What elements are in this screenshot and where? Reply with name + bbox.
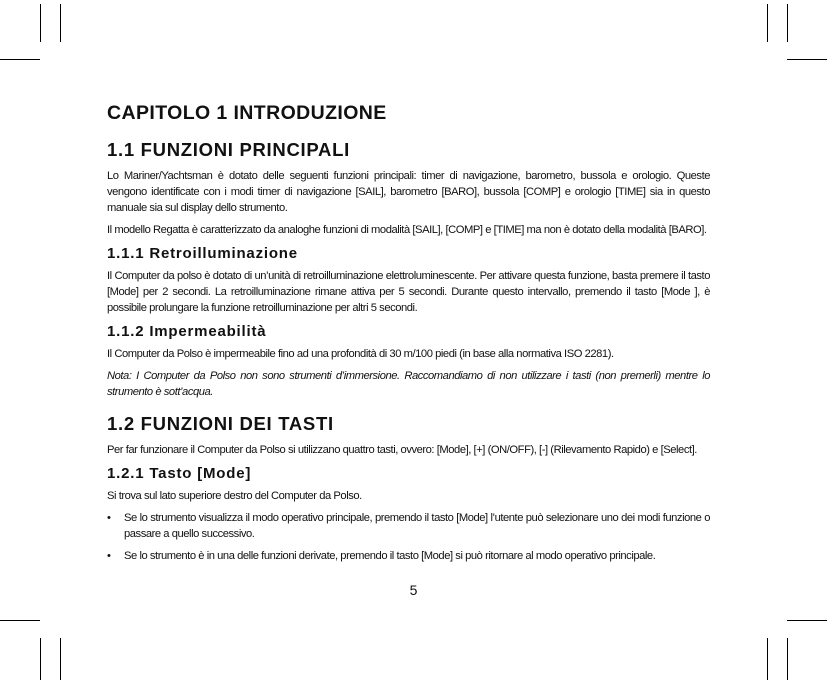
crop-mark [40, 638, 41, 680]
paragraph: Il modello Regatta è caratterizzato da analoghe funzioni di modalità [SAIL], [COMP] e [TIME] ma non è dotato della modalità [BARO]. [107, 224, 707, 236]
bullet-icon: • [107, 550, 111, 562]
crop-mark [767, 4, 768, 42]
crop-mark [0, 620, 40, 621]
crop-mark [0, 59, 40, 60]
list-item-text: Se lo strumento visualizza il modo operativo principale, premendo il tasto [Mode] l’utente può selezionare uno dei modi funzione o passare a quello successivo. [124, 512, 710, 540]
crop-mark [60, 4, 61, 42]
crop-mark [787, 620, 827, 621]
paragraph: Lo Mariner/Yachtsman è dotato delle seguenti funzioni principali: timer di navigazione, barometro, bussola e orologio. Queste vengono identificate con i modi timer di navigazione [SAIL], barometro [BARO], bussola [COMP] e orologio [TIME] sia in questo manuale sia sul display dello strumento. [107, 170, 710, 214]
paragraph: Si trova sul lato superiore destro del Computer da Polso. [107, 490, 362, 502]
chapter-title: CAPITOLO 1 INTRODUZIONE [107, 102, 387, 124]
list-item [107, 548, 710, 564]
section-title-1-2: 1.2 FUNZIONI DEI TASTI [107, 413, 334, 434]
crop-mark [60, 638, 61, 680]
crop-mark [787, 59, 827, 60]
crop-mark [787, 4, 788, 42]
paragraph: Per far funzionare il Computer da Polso si utilizzano quattro tasti, ovvero: [Mode], [+] (ON/OFF), [-] (Rilevamento Rapido) e [Select]. [107, 444, 697, 456]
page-number: 5 [409, 582, 418, 598]
bullet-icon: • [107, 512, 111, 524]
section-title-1-2-1: 1.2.1 Tasto [Mode] [107, 465, 252, 482]
paragraph: Il Computer da Polso è impermeabile fino ad una profondità di 30 m/100 piedi (in base alla normativa ISO 2281). [107, 348, 614, 360]
crop-mark [787, 638, 788, 680]
paragraph: Il Computer da polso è dotato di un’unità di retroilluminazione elettroluminescente. Per attivare questa funzione, basta premere il tasto [Mode] per 2 secondi. La retroilluminazione rimane attiva per 5 secondi. Durante questo intervallo, premendo il tasto [Mode ], è possibile prolungare la funzione retroilluminazione per altri 5 secondi. [107, 270, 710, 314]
list-item-text: Se lo strumento è in una delle funzioni derivate, premendo il tasto [Mode] si può ritornare al modo operativo principale. [124, 550, 656, 562]
page-content [107, 100, 710, 570]
crop-mark [767, 638, 768, 680]
section-title-1-1: 1.1 FUNZIONI PRINCIPALI [107, 139, 350, 160]
note-paragraph: Nota: I Computer da Polso non sono strumenti d’immersione. Raccomandiamo di non utilizzare i tasti (non premerli) mentre lo strumento è sott’acqua. [107, 370, 710, 398]
section-title-1-1-2: 1.1.2 Impermeabilità [107, 323, 267, 340]
list-item [107, 510, 710, 542]
bullet-list [107, 510, 710, 564]
section-title-1-1-1: 1.1.1 Retroilluminazione [107, 245, 298, 262]
crop-mark [40, 4, 41, 42]
